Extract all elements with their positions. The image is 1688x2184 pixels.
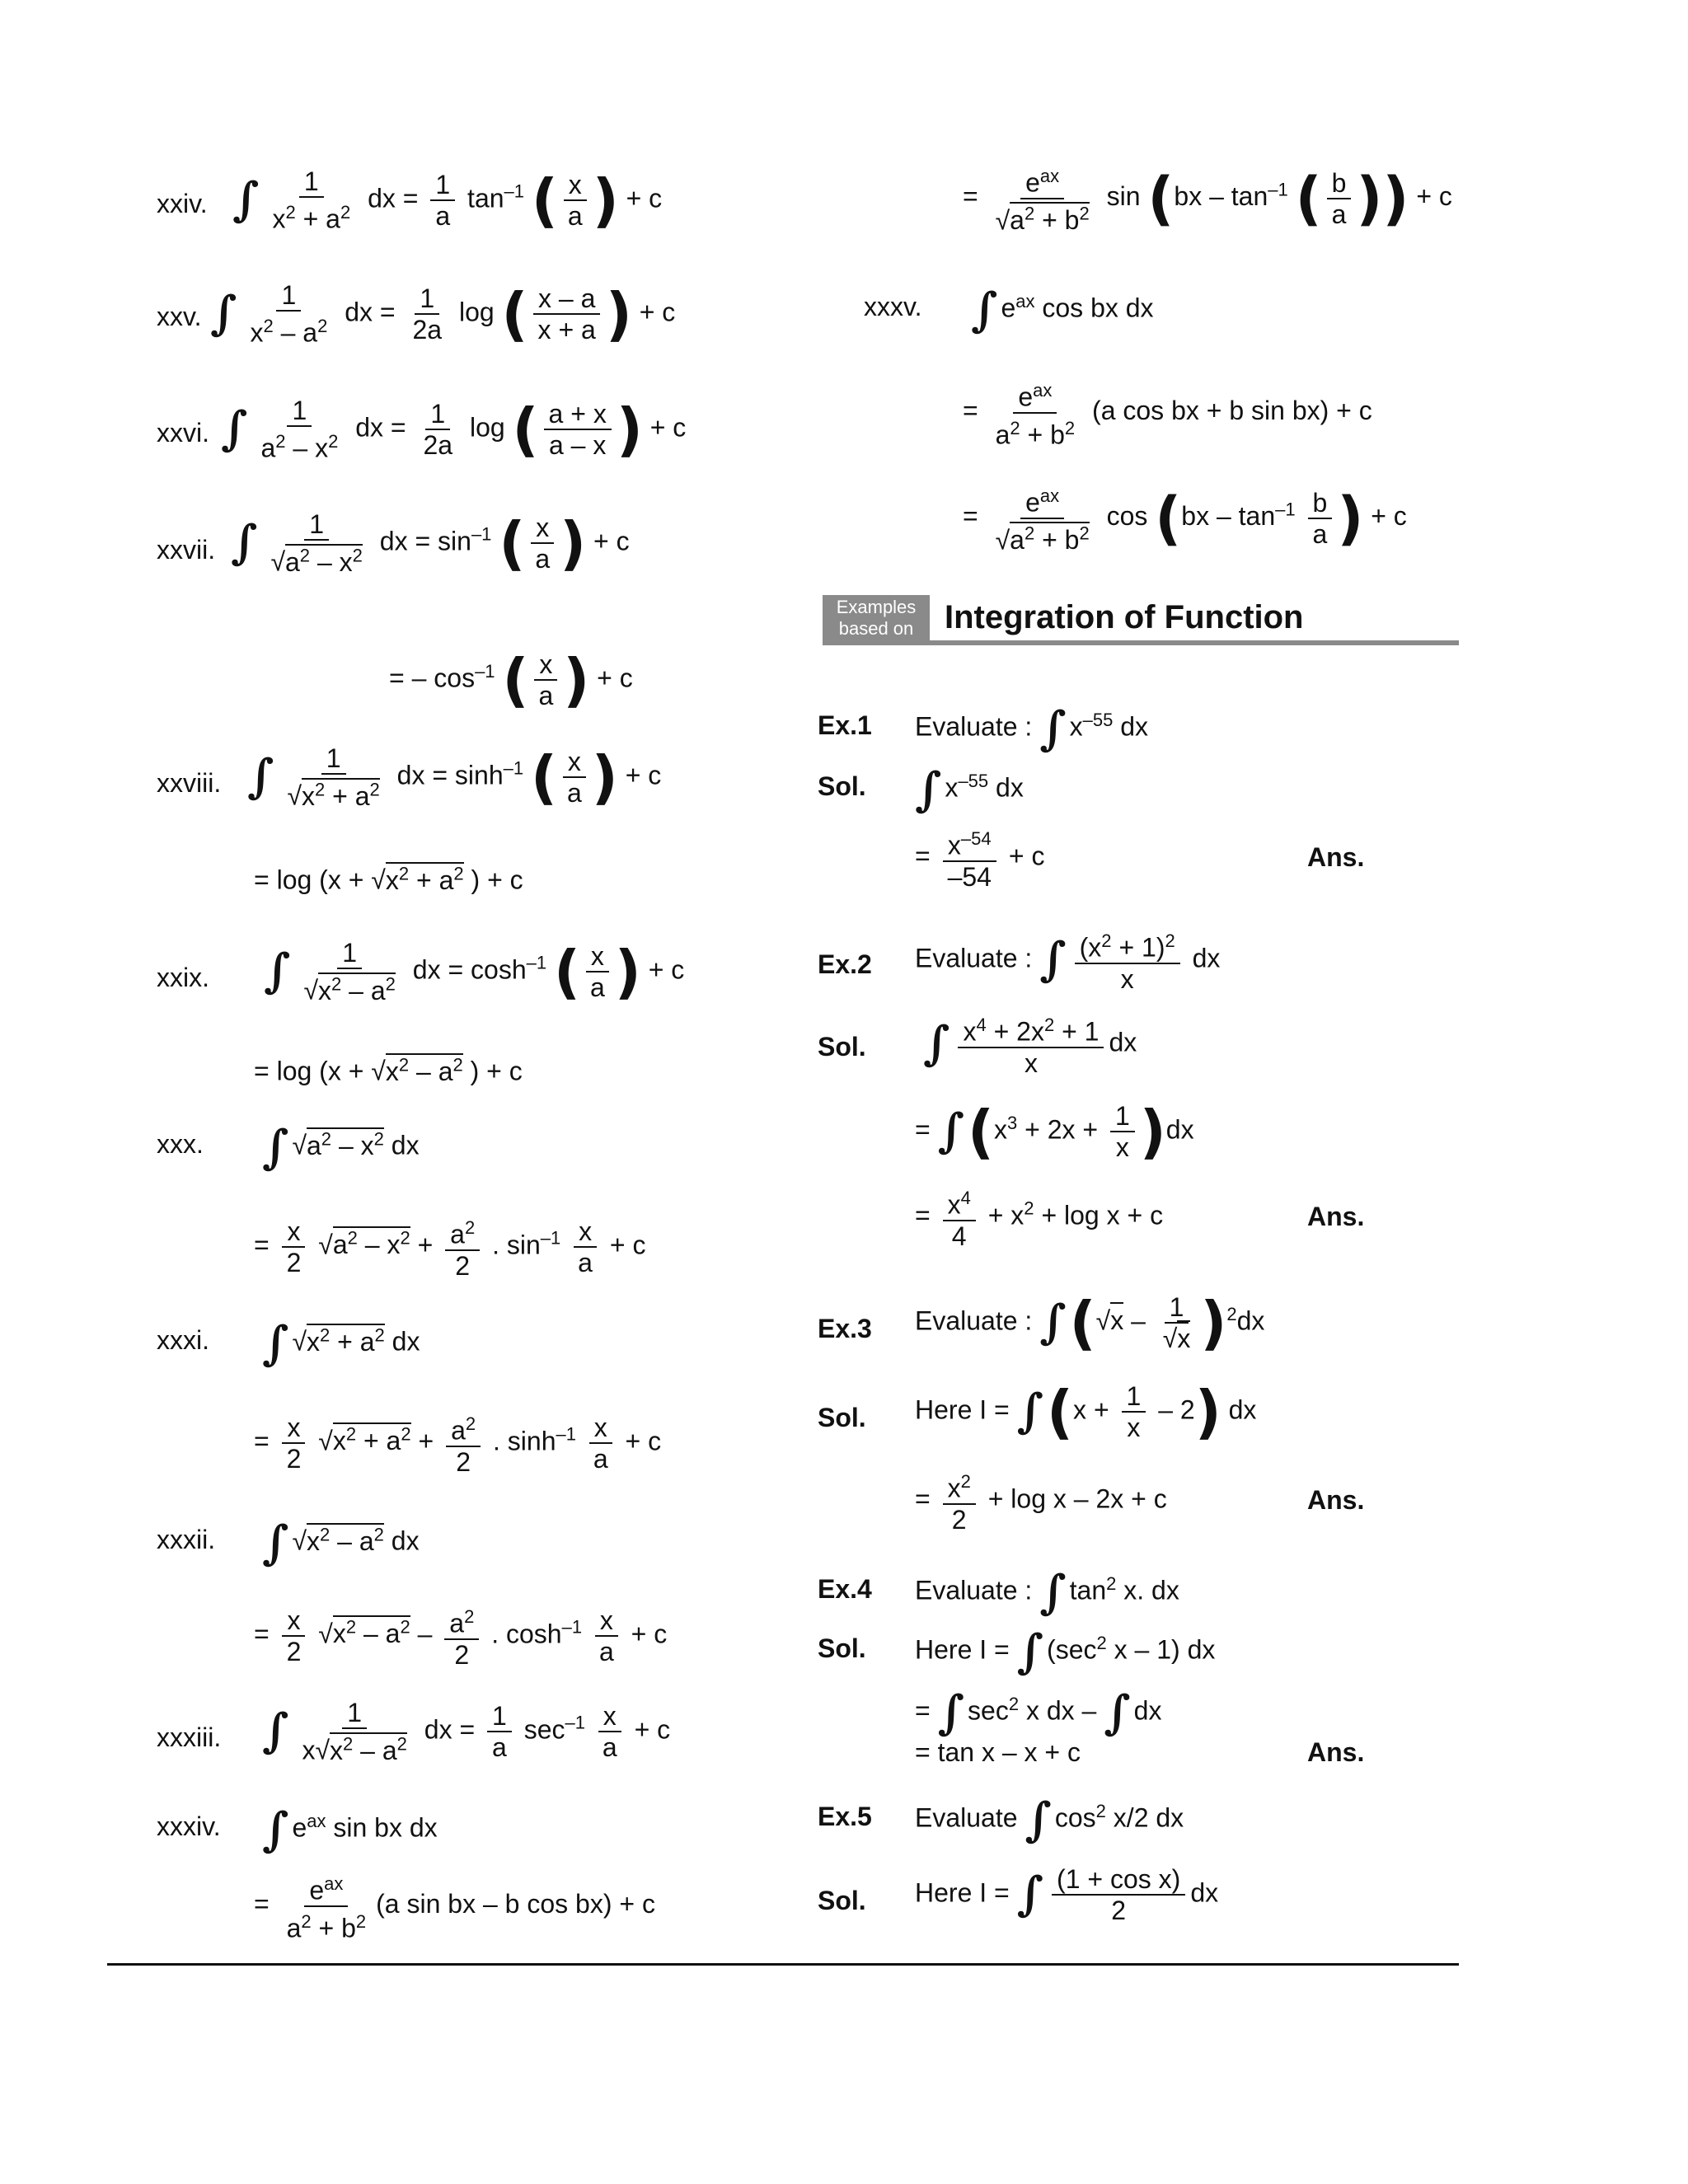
example-expr: Here I = ∫ $\frac{\text{(1 + cos x)}}{2}$ dx xyxy=(915,1864,1219,1925)
formula-label: xxxiv. xyxy=(157,1811,221,1841)
example-label: Sol. xyxy=(818,1403,866,1432)
example-label: Ex.5 xyxy=(818,1802,872,1831)
formula-expr: ∫ $√x^2 + a^2$ dx xyxy=(262,1315,420,1371)
formula-label: xxv. xyxy=(157,302,202,331)
formula-expr: = $\frac{x}{2}$ $√x^2 + a^2$ + $\frac{a^2}{2}$ . $\sinh^{-1}$ $\frac{x}{a}$ + c xyxy=(254,1409,661,1477)
example-expr: Here I = ∫(x + $\frac{1}{x}$ – 2) dx xyxy=(915,1378,1257,1446)
answer-mark: Ans. xyxy=(1307,1737,1365,1767)
formula-expr: = $\frac{e^{ax}}{√a^2 + b^2}$ $\cos (bx - \tan^{-1}$ $\frac{b}{a}$ ) + c xyxy=(963,481,1407,555)
example-expr: Evaluate : ∫ $x^{-55}$ dx xyxy=(915,701,1149,756)
formula-expr: = $\frac{e^{ax}}{a^2 + b^2}$ (a cos bx + b sin bx) + c xyxy=(963,376,1372,449)
formula-expr: ∫ $\frac{1}{x^2 - a^2}$ dx = $\frac{1}{2a}$ log ( $\frac{x - a}{x + a}$ ) + c xyxy=(210,280,676,349)
example-expr: Evaluate ∫ $\cos^2 x/2$ dx xyxy=(915,1792,1184,1847)
formula-expr: ∫ $\frac{1}{a^2 - x^2}$ dx = $\frac{1}{2a}$ log ( $\frac{a + x}{a - x}$ ) + c xyxy=(221,396,687,464)
section-tag-line2: based on xyxy=(838,618,914,639)
section-title: Integration of Function xyxy=(945,599,1304,635)
example-label: Sol. xyxy=(818,1032,866,1062)
formula-label: xxxv. xyxy=(864,292,922,321)
example-expr: ∫ $\frac{x^4 + 2x^2 + 1}{x}$ dx xyxy=(923,1010,1137,1078)
formula-expr: ∫ $e^{ax}$ cos bx dx xyxy=(971,282,1154,337)
formula-expr: = $\log (x + √x^2 - a^2$ ) + c xyxy=(254,1054,523,1086)
formula-expr: = $\frac{e^{ax}}{a^2 + b^2}$ (a sin bx – b cos bx) + c xyxy=(254,1869,655,1943)
example-expr: Evaluate : ∫(√x – $\frac{1}{√x}$ )$^2$dx xyxy=(915,1289,1265,1357)
example-expr: = $\int(x^3 + 2x$ + $\frac{1}{x}$ )dx xyxy=(915,1098,1194,1166)
example-label: Ex.2 xyxy=(818,949,872,979)
example-expr: = $\frac{x^4}{4}$ + $x^2 + \log x + c$ xyxy=(915,1183,1163,1251)
example-label: Sol. xyxy=(818,771,866,801)
example-label: Ex.4 xyxy=(818,1574,872,1604)
example-expr: Evaluate : ∫ $\tan^2 x$. dx xyxy=(915,1564,1179,1619)
example-label: Ex.1 xyxy=(818,710,872,740)
example-expr: = tan x – x + c xyxy=(915,1737,1081,1767)
formula-expr: = $\frac{x}{2}$ $√a^2 - x^2$ + $\frac{a^2}{2}$ . $\sin^{-1}$ $\frac{x}{a}$ + c xyxy=(254,1213,645,1281)
formula-expr: = $\frac{e^{ax}}{√a^2 + b^2}$ $\sin (bx - \tan^{-1}$ ( $\frac{b}{a}$ )) + c xyxy=(963,162,1452,235)
example-expr: = ∫ $\sec^2 x$ dx – ∫ dx xyxy=(915,1685,1162,1740)
example-expr: Evaluate : ∫ $\frac{(x^2 + 1)^2}{x}$ dx xyxy=(915,926,1220,994)
example-expr: = $\frac{x^2}{2}$ + log x – 2x + c xyxy=(915,1467,1167,1535)
formula-expr: ∫ $\frac{1}{x^2 + a^2}$ dx = $\frac{1}{a}$ $\tan^{-1}$ ( $\frac{x}{a}$ ) + c xyxy=(232,166,663,235)
formula-label: xxix. xyxy=(157,963,209,992)
formula-label: xxxi. xyxy=(157,1325,209,1355)
formula-label: xxviii. xyxy=(157,768,222,798)
formula-expr: ∫ $\frac{1}{√x^2 + a^2}$ dx = $\sinh^{-1}$ ( $\frac{x}{a}$ ) + c xyxy=(247,743,662,812)
formula-label: xxxii. xyxy=(157,1525,216,1554)
example-label: Sol. xyxy=(818,1633,866,1663)
answer-mark: Ans. xyxy=(1307,1202,1365,1231)
answer-mark: Ans. xyxy=(1307,1485,1365,1515)
formula-expr: ∫ $e^{ax}$ sin bx dx xyxy=(262,1802,438,1857)
section-rule xyxy=(823,640,1459,645)
formula-expr: = – $\cos^{-1}$ ( $\frac{x}{a}$ ) + c xyxy=(389,646,633,715)
example-expr: Here I = ∫ ($\sec^2$ x – 1) dx xyxy=(915,1624,1216,1679)
formula-label: xxvii. xyxy=(157,535,216,565)
formula-label: xxx. xyxy=(157,1129,204,1159)
section-tag xyxy=(823,595,930,643)
example-label: Ex.3 xyxy=(818,1314,872,1343)
example-expr: = $\frac{x^{-54}}{-54}$ + c xyxy=(915,824,1044,892)
formula-expr: = $\frac{x}{2}$ $√x^2 - a^2$ – $\frac{a^2}{2}$ . $\cosh^{-1}$ $\frac{x}{a}$ + c xyxy=(254,1602,667,1670)
formula-expr: ∫ $√a^2 - x^2$ dx xyxy=(262,1119,420,1174)
formula-expr: ∫ $\frac{1}{√x^2 - a^2}$ dx = $\cosh^{-1}$ ( $\frac{x}{a}$ ) + c xyxy=(264,938,685,1006)
formula-label: xxxiii. xyxy=(157,1722,222,1752)
formula-expr: ∫ $\frac{1}{√a^2 - x^2}$ dx = $\sin^{-1}$ ( $\frac{x}{a}$ ) + c xyxy=(231,509,630,578)
answer-mark: Ans. xyxy=(1307,842,1365,872)
page-footer-rule xyxy=(107,1963,1459,1966)
formula-label: xxvi. xyxy=(157,418,209,448)
section-tag-line1: Examples xyxy=(836,597,917,617)
example-label: Sol. xyxy=(818,1886,866,1915)
formula-label: xxiv. xyxy=(157,189,208,218)
example-expr: ∫ $x^{-55}$ dx xyxy=(915,762,1024,817)
formula-expr: ∫ $\frac{1}{x√x^2 - a^2}$ dx = $\frac{1}{a}$ $\sec^{-1}$ $\frac{x}{a}$ + c xyxy=(262,1698,671,1765)
formula-expr: = $\log (x + √x^2 + a^2$ ) + c xyxy=(254,863,523,895)
formula-expr: ∫ $√x^2 - a^2$ dx xyxy=(262,1515,420,1570)
